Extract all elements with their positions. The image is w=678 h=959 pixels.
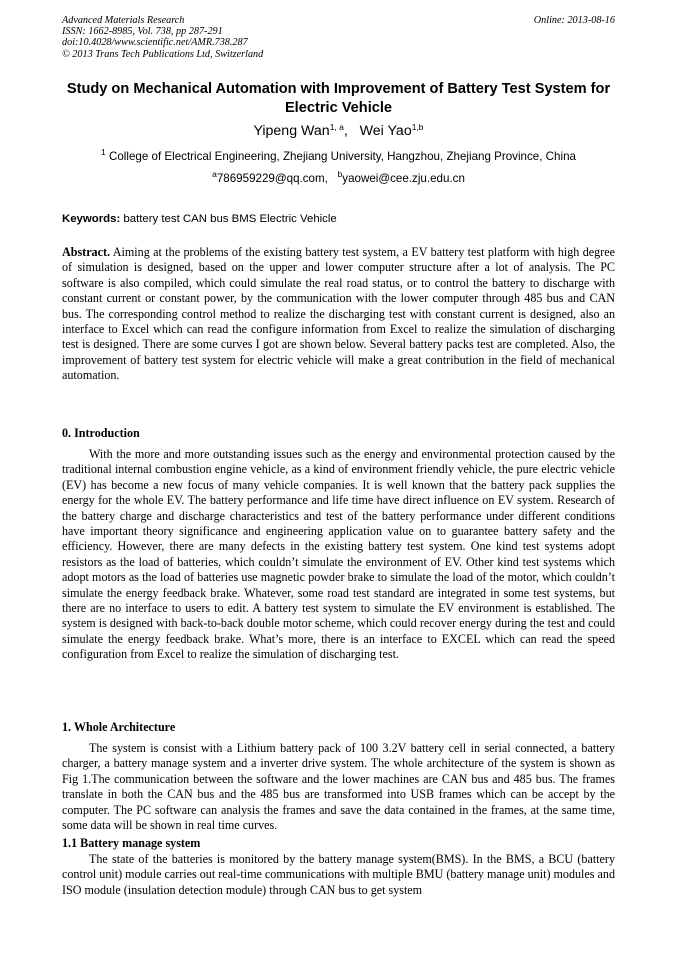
paper-title: Study on Mechanical Automation with Improvement of Battery Test System for Electric Vehicle (66, 81, 611, 116)
email-a-marker: a (212, 169, 217, 179)
author-2-affil: 1,b (411, 122, 424, 132)
section-1-heading: 1. Whole Architecture (62, 720, 176, 734)
email-b: yaowei@cee.zju.edu.cn (342, 172, 465, 185)
author-1: Yipeng Wan (253, 123, 330, 139)
issn-line: ISSN: 1662-8985, Vol. 738, pp 287-291 (62, 26, 223, 38)
email-a: 786959229@qq.com, (216, 172, 328, 185)
email-line (62, 171, 615, 186)
section-1-1-heading: 1.1 Battery manage system (62, 836, 201, 850)
section-0-paragraph: With the more and more outstanding issues such as the energy and environmental protection caused by the traditional internal combustion engine vehicle, as a kind of environment friendly vehicle, the pure electric vehicle (EV) has become a new focus of many vehicle companies. It is well known that the battery pack supplies the energy for the whole EV. The battery performance and life time have direct influence on EV system. Research of the battery charge and discharge characteristics and test of the battery performance under different conditions have important theory significance and engineering application value on to guarantee battery safety and the efficiency. However, there are many defects in the existing battery test system. One kind test systems adopt resistors as the load of batteries, which couldn’t simulate the environment of EV. Other kind test systems which adopt motors as the load of batteries use magnetic powder brake to simulate the load of the motor, which couldn’t simulate the energy feedback brake. Whatever, some road test standard are integrated in some test systems, but there are no interface to users to edit. A battery test system to simulate the EV environment is established. The system is designed with back-to-back double motor scheme, which could recover energy during the test and could simulate the energy feedback brake. What’s more, there is an interface to EXCEL which can read the speed configuration from Excel to realize the simulation of discharging test. (62, 447, 615, 662)
affiliation (55, 149, 622, 164)
section-0-heading: 0. Introduction (62, 426, 140, 440)
author-line: Yipeng Wan$^{1, a}$, Wei Yao$^{1,b}$ (253, 122, 424, 139)
author-2: Wei Yao (359, 123, 412, 139)
keywords-text: battery test CAN bus BMS Electric Vehicle (123, 213, 337, 225)
affiliation-text: College of Electrical Engineering, Zhejiang University, Hangzhou, Zhejiang Province, China (108, 150, 576, 163)
abstract-text: Aiming at the problems of the existing battery test system, a EV battery test platform with high degree of simulation is designed, based on the upper and lower computer structure after a lot of analysis. The PC software is also compiled, which could simulate the real road status, or to control the battery to discharge with constant current or constant power, by the communication with the lower computer through 485 bus and CAN bus. The corresponding control method to realize the discharging test with constant current is designed, also an interface to Excel which can read the configure information from Excel to realize the simulation of discharging test is designed. There are some curves I got are shown below. Several battery packs test are completed. Also, the improvement of battery test system for electric vehicle will make a great contribution in the field of mechanical automation. (62, 245, 615, 383)
affiliation-marker: 1 (101, 147, 106, 157)
journal-name: Advanced Materials Research (62, 15, 185, 26)
online-date: Online: 2013-08-16 (533, 15, 615, 26)
doi-line: doi:10.4028/www.scientific.net/AMR.738.287 (62, 37, 248, 49)
section-1-paragraph: The system is consist with a Lithium battery pack of 100 3.2V battery cell in serial connected, a battery charger, a battery manage system and a inverter drive system. The whole architecture of the system is shown as Fig 1.The communication between the software and the lower machines are CAN bus and 485 bus. The frames translate in both the CAN bus and the 485 bus are transformed into USB frames which can be accept by the computer. The PC software can analysis the frames and save the data contained in the frames, at the same time, some data will be shown in real time curves. (62, 741, 615, 833)
journal-header (62, 15, 263, 60)
copyright-line: © 2013 Trans Tech Publications Ltd, Switzerland (62, 48, 264, 60)
abstract-label: Abstract. (62, 245, 111, 259)
author-1-affil: 1, a (329, 122, 344, 132)
keywords (62, 212, 615, 227)
abstract (62, 245, 615, 384)
keywords-label: Keywords: (62, 213, 121, 225)
section-1-1-paragraph: The state of the batteries is monitored by the battery manage system(BMS). In the BMS, a BCU (battery control unit) module carries out real-time communications with multiple BMU (battery manage unit) modules and ISO module (insulation detection module) through CAN bus to get system (62, 852, 615, 897)
email-b-marker: b (337, 169, 343, 179)
